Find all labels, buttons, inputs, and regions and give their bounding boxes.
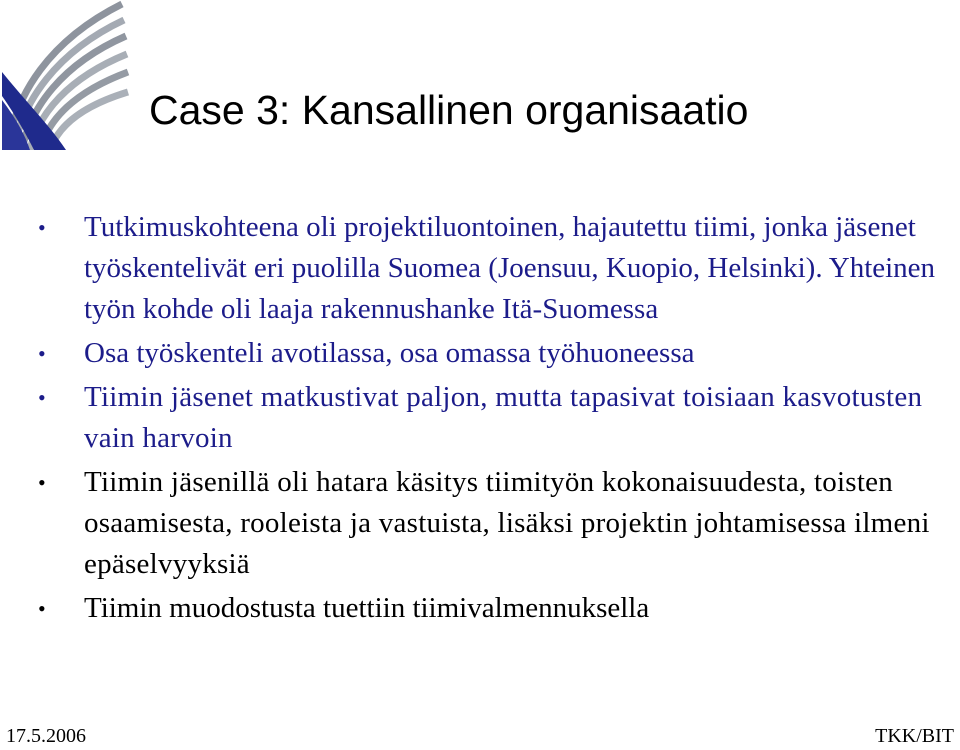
slide-title: Case 3: Kansallinen organisaatio — [149, 87, 749, 133]
bullet-text: Tutkimuskohteena oli projektiluontoinen, hajautettu tiimi, jonka jäsenet työskentelivät eri puolilla Suomea (Joensuu, Kuopio, Helsinki). Yhteinen työn kohde oli laaja rakennushanke Itä-Suomessa — [84, 211, 936, 325]
bullet-text: Tiimin jäsenillä oli hatara käsitys tiimityön kokonaisuudesta, toisten osaamisesta, rooleista ja vastuista, lisäksi projektin johtamisessa ilmeni epäselvyyksiä — [84, 466, 930, 580]
list-item — [38, 462, 953, 585]
footer-date: 17.5.2006 — [6, 725, 86, 747]
list-item — [38, 588, 953, 629]
bullet-dot-icon: • — [38, 341, 46, 366]
list-item — [38, 377, 953, 459]
bullet-dot-icon: • — [38, 596, 46, 621]
bullet-dot-icon: • — [38, 385, 46, 410]
bullet-text: Osa työskenteli avotilassa, osa omassa työhuoneessa — [84, 337, 695, 369]
footer-organization: TKK/BIT — [875, 725, 954, 747]
list-item — [38, 333, 953, 374]
bullet-dot-icon: • — [38, 470, 46, 495]
institution-logo-icon — [0, 0, 130, 150]
list-item — [38, 207, 953, 330]
bullet-list — [38, 207, 953, 632]
bullet-text: Tiimin muodostusta tuettiin tiimivalmennuksella — [84, 592, 650, 624]
bullet-text: Tiimin jäsenet matkustivat paljon, mutta tapasivat toisiaan kasvotusten vain harvoin — [84, 381, 923, 454]
bullet-dot-icon: • — [38, 215, 46, 240]
